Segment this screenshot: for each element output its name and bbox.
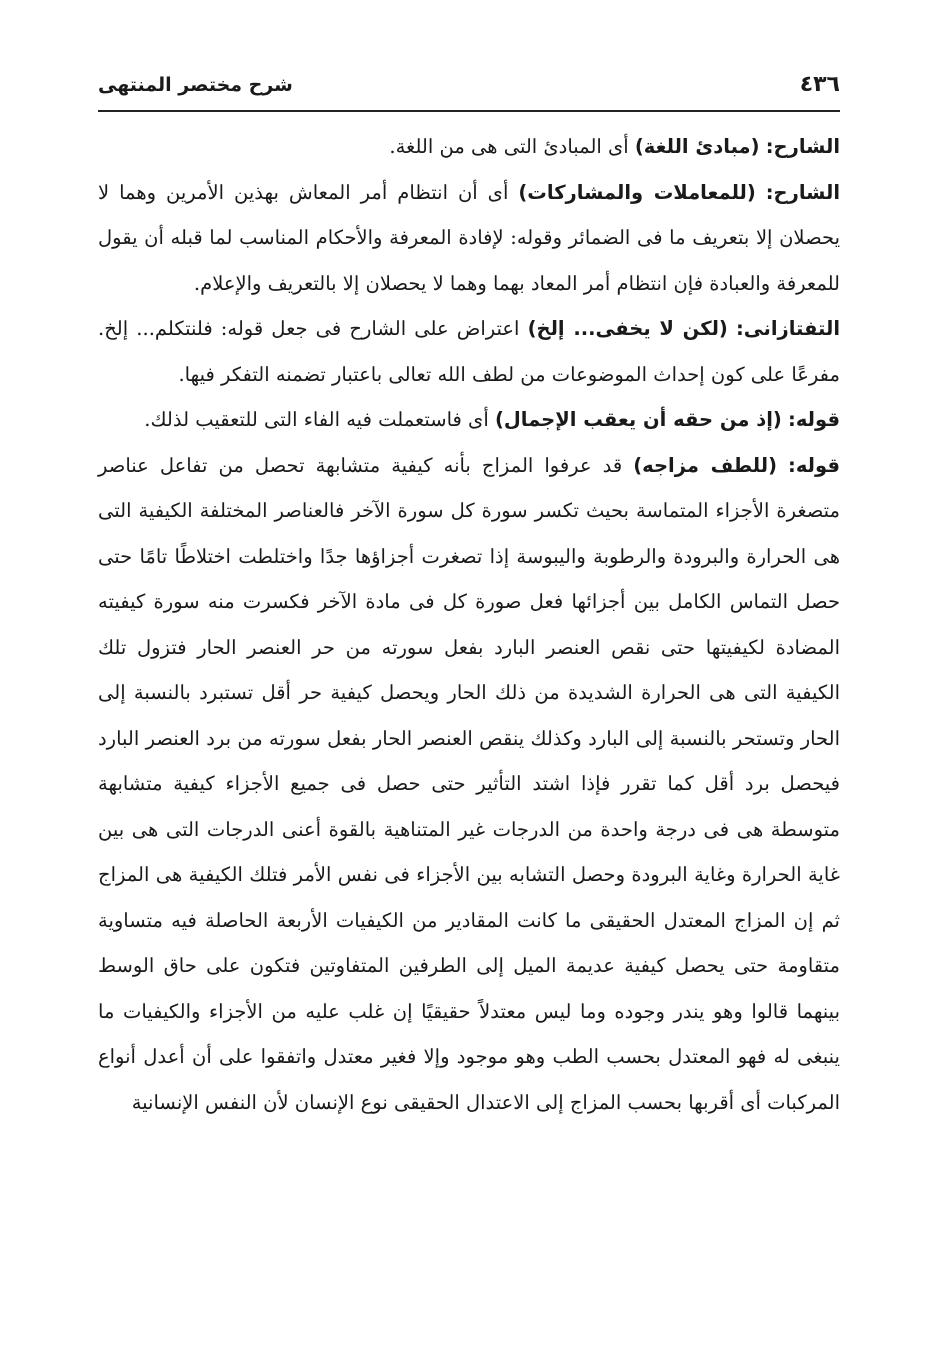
speaker-label: قوله:: [788, 408, 840, 431]
speaker-label: الشارح:: [765, 135, 840, 158]
paragraph: [98, 170, 840, 307]
paragraph: [98, 306, 840, 397]
page-number: ٤٣٦: [799, 72, 840, 97]
quoted-phrase: (إذ من حقه أن يعقب الإجمال): [494, 408, 782, 431]
paragraph-text: أى المبادئ التى هى من اللغة.: [389, 135, 629, 158]
paragraph-text: أى أن انتظام أمر المعاش بهذين الأمرين وهما لا يحصلان إلا بتعريف ما فى الضمائر وقوله: لإفادة المعرفة والأحكام المناسب لما قبله أن يقول للمعرفة والعبادة فإن انتظام أمر المعاد بهما وهما لا يحصلان إلا بالتعريف والإعلام.: [98, 180, 840, 295]
paragraph-text: اعتراض على الشارح فى جعل قوله: فلنتكلم... إلخ. مفرعًا على كون إحداث الموضوعات من لطف الله تعالى باعتبار تضمنه التفكر فيها.: [98, 317, 840, 386]
quoted-phrase: (للطف مزاجه): [633, 453, 777, 477]
body-text: [98, 124, 840, 1125]
speaker-label: الشارح:: [765, 180, 840, 204]
paragraph-text: قد عرفوا المزاج بأنه كيفية متشابهة تحصل من تفاعل عناصر متصغرة الأجزاء المتماسة بحيث تكسر سورة كل سورة الآخر فالعناصر المختلفة الكيفية التى هى الحرارة والبرودة والرطوبة واليبوسة إذا تصغرت أجزاؤها جدًا واختلطت اختلاطًا تامًا حتى حصل التماس الكامل بين أجزائها فعل صورة كل فى مادة الآخر فكسرت منه سورة كيفيته المضادة لكيفيتها حتى نقص العنصر البارد بفعل سورته من حر العنصر الحار فتزول تلك الكيفية التى هى الحرارة الشديدة من ذلك الحار ويحصل كيفية حر أقل تستبرد بالنسبة إلى الحار وتستحر بالنسبة إلى البارد وكذلك ينقص العنصر الحار بفعل سورته من برد العنصر البارد فيحصل برد أقل كما تقرر فإذا اشتد التأثير حتى حصل فى جميع الأجزاء كيفية متشابهة متوسطة هى فى درجة واحدة من الدرجات غير المتناهية بالقوة أعنى الدرجات التى هى بين غاية الحرارة وغاية البرودة وحصل التشابه بين الأجزاء فى نفس الأمر فتلك الكيفية هى المزاج ثم إن المزاج المعتدل الحقيقى ما كانت المقادير من الكيفيات الأربعة الحاصلة فيه متساوية متقاومة حتى يحصل كيفية عديمة الميل إلى الطرفين المتفاوتين فتكون على حاق الوسط بينهما قالوا وهو يندر وجوده وما ليس معتدلاً حقيقيًا إن غلب عليه من الأجزاء والكيفيات ما ينبغى له فهو المعتدل بحسب الطب وهو موجود وإلا فغير معتدل واتفقوا على أن أعدل أنواع المركبات أى أقربها بحسب المزاج إلى الاعتدال الحقيقى نوع الإنسان لأن النفس الإنسانية: [98, 453, 840, 1114]
paragraph: [98, 124, 840, 170]
quoted-phrase: (للمعاملات والمشاركات): [518, 180, 756, 204]
paragraph: [98, 443, 840, 1126]
page-header: [98, 70, 840, 112]
paragraph: [98, 397, 840, 443]
speaker-label: التفتازانى:: [735, 317, 841, 340]
running-title: شرح مختصر المنتهى: [98, 74, 293, 96]
quoted-phrase: (مبادئ اللغة): [634, 135, 760, 158]
paragraph-text: أى فاستعملت فيه الفاء التى للتعقيب لذلك.: [144, 408, 489, 431]
speaker-label: قوله:: [788, 453, 840, 477]
quoted-phrase: (لكن لا يخفى... إلخ): [527, 317, 728, 340]
